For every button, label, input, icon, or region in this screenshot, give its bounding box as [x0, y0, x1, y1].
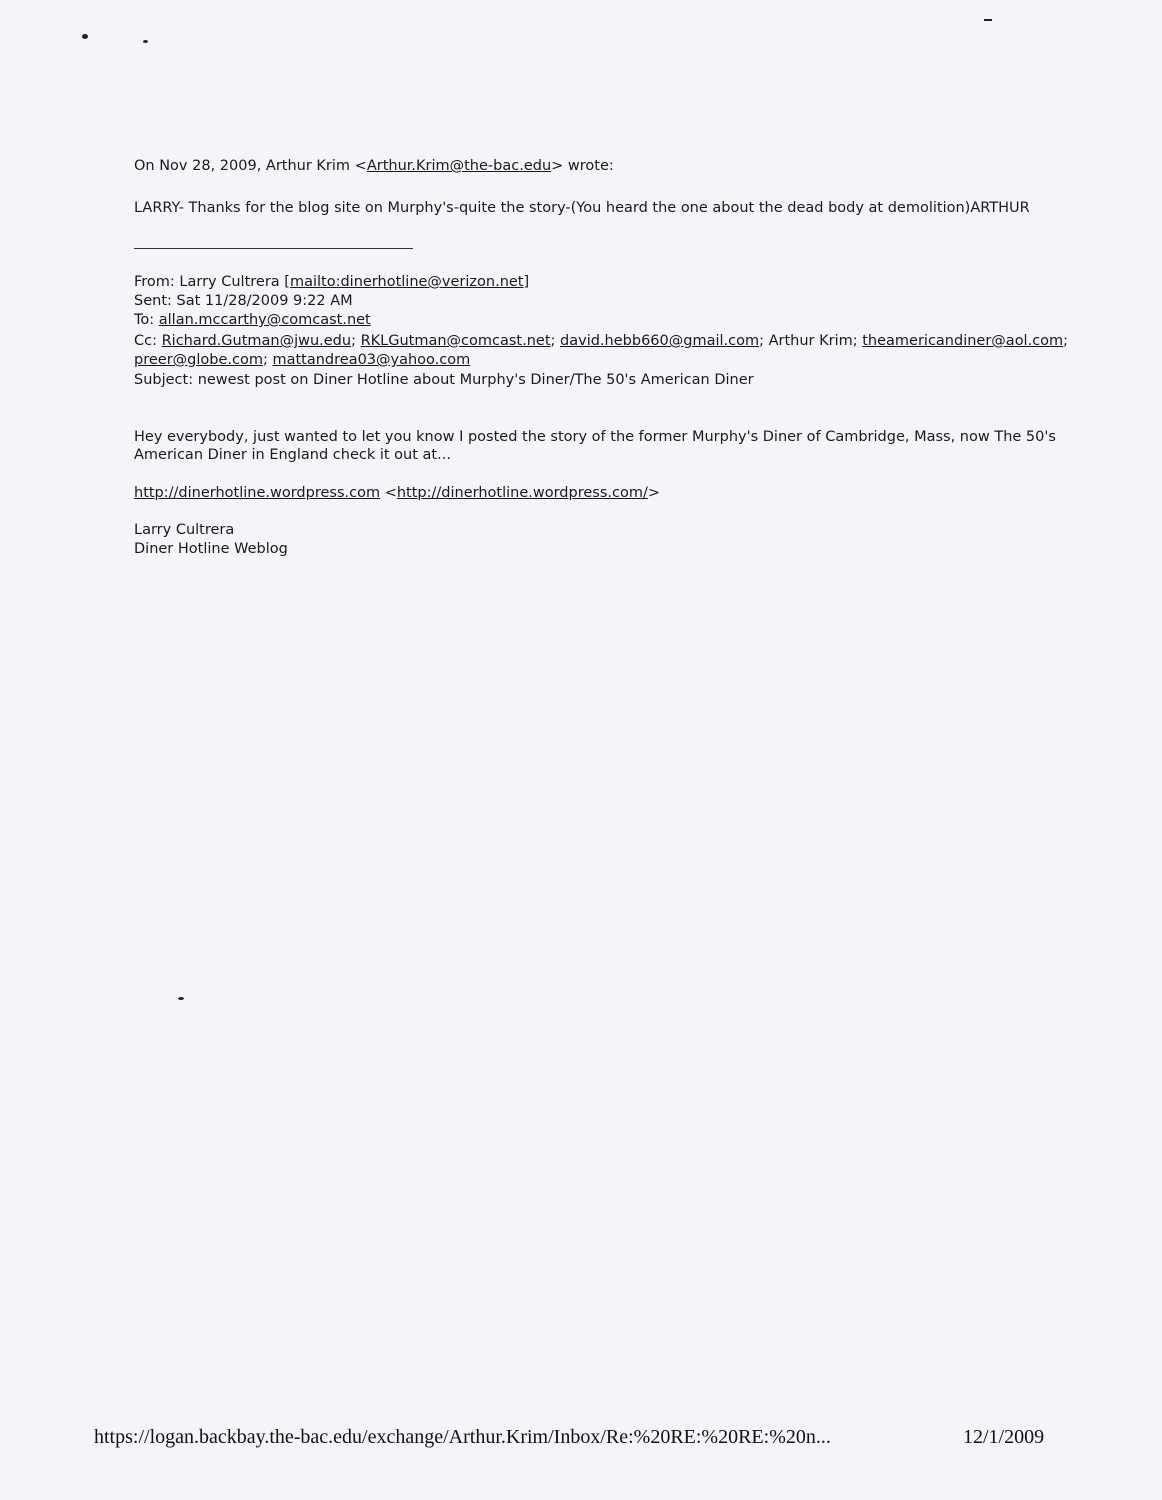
blog-url-link[interactable]: http://dinerhotline.wordpress.com/ — [396, 485, 648, 501]
from-mailto-link[interactable]: [mailto:dinerhotline@verizon.net] — [284, 274, 530, 290]
cc-separator: ; Arthur Krim; — [759, 333, 863, 349]
sent-line: Sent: Sat 11/28/2009 9:22 AM — [134, 293, 353, 309]
scan-speck — [984, 19, 992, 21]
cc-line — [134, 332, 1068, 350]
quote-header-suffix: > wrote: — [551, 158, 614, 174]
cc-prefix: Cc: — [134, 333, 162, 349]
cc-email-link[interactable]: Richard.Gutman@jwu.edu — [161, 333, 352, 349]
subject-line: Subject: newest post on Diner Hotline about Murphy's Diner/The 50's American Diner — [134, 372, 754, 388]
cc-separator: ; — [550, 333, 561, 349]
blog-url-link[interactable]: http://dinerhotline.wordpress.com — [134, 485, 381, 501]
cc-email-link[interactable]: theamericandiner@aol.com — [862, 333, 1064, 349]
cc-email-link[interactable]: david.hebb660@gmail.com — [560, 333, 760, 349]
print-footer-url: https://logan.backbay.the-bac.edu/exchange/Arthur.Krim/Inbox/Re:%20RE:%20RE:%20n... — [94, 1426, 831, 1448]
separator-rule — [134, 248, 413, 249]
quote-header-email-link[interactable]: Arthur.Krim@the-bac.edu — [366, 158, 552, 174]
from-prefix: From: Larry Cultrera — [134, 274, 285, 290]
cc-email-link[interactable]: preer@globe.com — [134, 352, 263, 368]
scan-speck — [143, 40, 148, 43]
url-bracket-open: < — [380, 485, 397, 501]
message-body-line: American Diner in England check it out at... — [134, 447, 451, 463]
cc-email-link[interactable]: RKLGutman@comcast.net — [360, 333, 551, 349]
cc-separator: ; — [262, 352, 273, 368]
scan-speck — [178, 997, 184, 1000]
cc-separator: ; — [1063, 333, 1069, 349]
to-line — [134, 311, 371, 329]
signature-title: Diner Hotline Weblog — [134, 541, 288, 557]
cc-separator: ; — [351, 333, 361, 349]
cc-email-link[interactable]: mattandrea03@yahoo.com — [272, 352, 471, 368]
scan-speck — [82, 34, 88, 39]
from-line — [134, 273, 529, 291]
blog-url-line — [134, 484, 660, 502]
to-email-link[interactable]: allan.mccarthy@comcast.net — [158, 312, 371, 328]
cc-line-continued — [134, 351, 470, 369]
url-bracket-close: > — [647, 485, 660, 501]
print-footer-date: 12/1/2009 — [963, 1426, 1045, 1448]
quote-header-prefix: On Nov 28, 2009, Arthur Krim < — [134, 158, 367, 174]
to-prefix: To: — [134, 312, 159, 328]
quote-header — [134, 157, 614, 175]
reply-body: LARRY- Thanks for the blog site on Murphy's-quite the story-(You heard the one about the dead body at demolition)ARTHUR — [134, 200, 1030, 216]
message-body-line: Hey everybody, just wanted to let you know I posted the story of the former Murphy's Diner of Cambridge, Mass, now The 50's — [134, 429, 1056, 445]
signature-name: Larry Cultrera — [134, 522, 235, 538]
